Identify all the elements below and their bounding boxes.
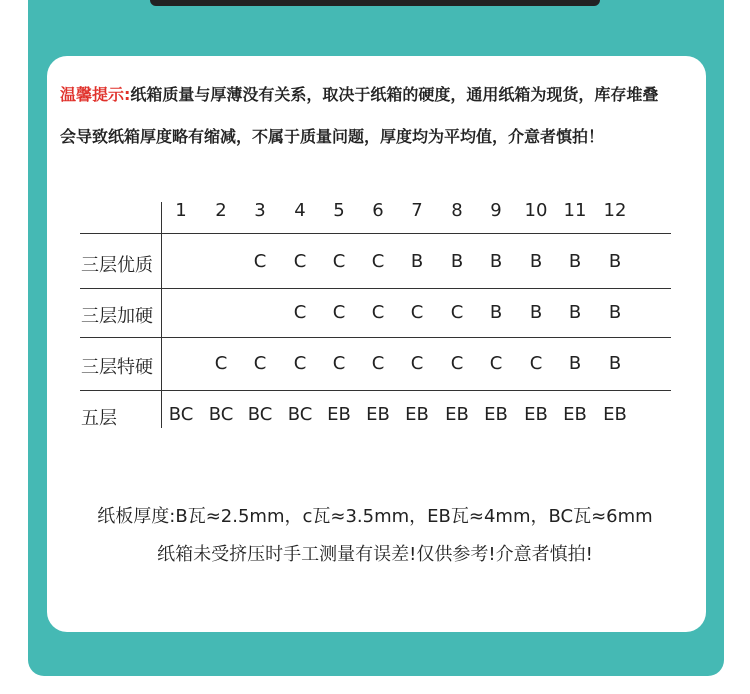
tip-label: 温馨提示: [60,85,131,104]
table-cell: C [371,302,385,323]
table-cell: C [293,302,307,323]
tip-text-1: 纸箱质量与厚薄没有关系，取决于纸箱的硬度，通用纸箱为现货，库存堆叠 [130,85,659,104]
table-cell: C [371,251,385,272]
column-header: 12 [603,200,627,221]
table-cell: C [410,302,424,323]
table-cell: C [293,353,307,374]
table-cell: C [293,251,307,272]
tip-line-2: 会导致纸箱厚度略有缩减，不属于质量问题，厚度均为平均值，介意者慎拍！ [60,127,605,146]
table-cell: EB [366,404,390,425]
table-cell: C [253,251,267,272]
table-row-divider [80,288,671,289]
table-cell: C [529,353,543,374]
table-row-divider [80,233,671,234]
table-cell: EB [563,404,587,425]
table-cell: EB [484,404,508,425]
table-cell: C [450,353,464,374]
table-cell: EB [405,404,429,425]
table-cell: BC [247,404,273,425]
column-header: 8 [451,200,463,221]
table-row-divider [80,390,671,391]
table-cell: B [568,353,582,374]
table-cell: EB [603,404,627,425]
table-cell: B [568,302,582,323]
row-label: 三层特硬 [81,357,153,378]
table-cell: B [410,251,424,272]
column-header: 11 [563,200,587,221]
row-label: 三层加硬 [81,306,153,327]
table-cell: C [450,302,464,323]
column-header: 1 [175,200,187,221]
table-cell: EB [327,404,351,425]
column-header: 3 [254,200,266,221]
table-cell: C [253,353,267,374]
table-cell: BC [287,404,313,425]
tip-line-1 [60,82,700,105]
column-header: 10 [524,200,548,221]
table-vertical-divider [161,202,162,428]
table-cell: C [332,302,346,323]
table-cell: EB [524,404,548,425]
disclaimer-note: 纸箱未受挤压时手工测量有误差!仅供参考!介意者慎拍! [157,544,593,565]
thickness-note: 纸板厚度:B瓦≈2.5mm，c瓦≈3.5mm，EB瓦≈4mm，BC瓦≈6mm [97,506,653,527]
row-label: 五层 [81,408,117,429]
table-cell: B [529,302,543,323]
table-cell: EB [445,404,469,425]
row-label: 三层优质 [81,255,153,276]
column-header: 6 [372,200,384,221]
table-cell: B [529,251,543,272]
table-cell: B [608,251,622,272]
column-header: 9 [490,200,502,221]
column-header: 2 [215,200,227,221]
table-cell: C [410,353,424,374]
table-cell: C [489,353,503,374]
table-cell: B [489,302,503,323]
table-cell: B [608,353,622,374]
column-header: 4 [294,200,306,221]
table-cell: BC [168,404,194,425]
table-cell: B [568,251,582,272]
title-banner-fragment [150,0,600,6]
table-cell: B [489,251,503,272]
column-header: 7 [411,200,423,221]
table-cell: BC [208,404,234,425]
table-cell: C [332,251,346,272]
table-row-divider [80,337,671,338]
table-cell: C [214,353,228,374]
table-cell: B [450,251,464,272]
table-cell: B [608,302,622,323]
table-cell: C [332,353,346,374]
column-header: 5 [333,200,345,221]
table-cell: C [371,353,385,374]
